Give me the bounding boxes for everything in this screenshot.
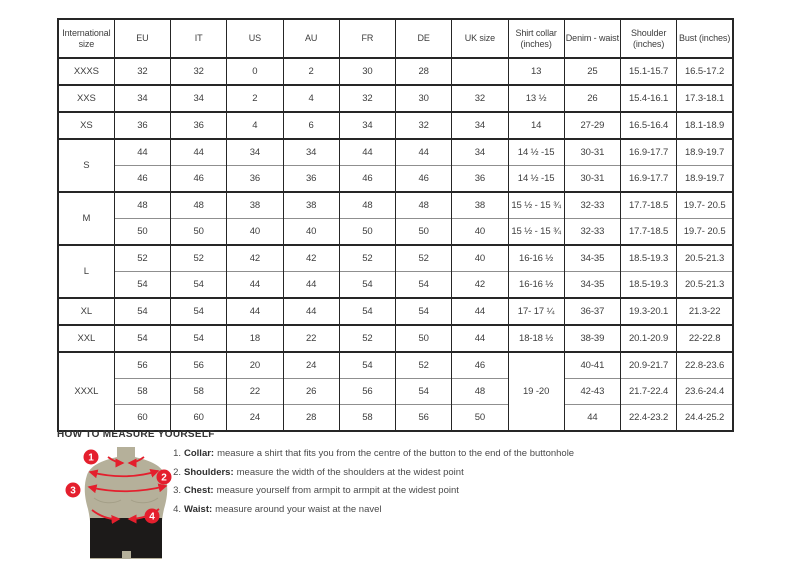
size-value-cell: 52 (396, 245, 452, 272)
size-value-cell: 6 (283, 112, 339, 139)
collar-cell: 15 ½ - 15 ¾ (508, 219, 564, 246)
bust-cell: 21.3-22 (677, 298, 733, 325)
size-value-cell: 54 (339, 352, 395, 379)
table-row (58, 245, 733, 272)
size-value-cell: 54 (114, 272, 170, 299)
size-value-cell: 44 (283, 272, 339, 299)
shoulder-cell: 15.1-15.7 (621, 58, 677, 85)
denim-waist-cell: 30-31 (564, 139, 620, 166)
denim-waist-cell: 26 (564, 85, 620, 112)
size-value-cell: 44 (114, 139, 170, 166)
size-value-cell: 50 (339, 219, 395, 246)
denim-waist-cell: 32-33 (564, 192, 620, 219)
denim-waist-cell: 34-35 (564, 245, 620, 272)
collar-cell: 13 ½ (508, 85, 564, 112)
denim-waist-cell: 32-33 (564, 219, 620, 246)
size-value-cell: 4 (227, 112, 283, 139)
collar-cell: 17- 17 ¼ (508, 298, 564, 325)
collar-cell: 14 ½ -15 (508, 166, 564, 193)
size-value-cell: 40 (227, 219, 283, 246)
column-header: EU (114, 19, 170, 58)
column-header: Bust (inches) (677, 19, 733, 58)
size-value-cell: 54 (114, 325, 170, 352)
size-value-cell: 30 (339, 58, 395, 85)
shoulder-cell: 16.9-17.7 (621, 166, 677, 193)
size-value-cell: 42 (227, 245, 283, 272)
size-value-cell: 32 (114, 58, 170, 85)
instruction-number: 3. (173, 485, 181, 496)
size-value-cell: 46 (171, 166, 227, 193)
size-value-cell: 44 (283, 298, 339, 325)
measure-instructions (170, 445, 574, 519)
table-row (58, 192, 733, 219)
size-value-cell: 56 (396, 405, 452, 432)
size-value-cell: 48 (396, 192, 452, 219)
size-value-cell: 22 (283, 325, 339, 352)
size-value-cell: 42 (283, 245, 339, 272)
measure-instruction-item (170, 482, 574, 501)
collar-cell: 19 -20 (508, 352, 564, 431)
size-value-cell: 48 (171, 192, 227, 219)
size-value-cell: 36 (283, 166, 339, 193)
bust-cell: 19.7- 20.5 (677, 192, 733, 219)
size-value-cell: 52 (339, 325, 395, 352)
size-value-cell: 24 (283, 352, 339, 379)
column-header: US (227, 19, 283, 58)
shoulder-cell: 21.7-22.4 (621, 379, 677, 405)
size-value-cell: 58 (171, 379, 227, 405)
shoulder-cell: 20.9-21.7 (621, 352, 677, 379)
instruction-term: Chest: (184, 485, 214, 496)
shoulder-cell: 16.9-17.7 (621, 139, 677, 166)
size-value-cell: 56 (339, 379, 395, 405)
measure-instruction-item (170, 464, 574, 483)
collar-cell: 18-18 ½ (508, 325, 564, 352)
size-label-cell: XXXL (58, 352, 114, 431)
size-value-cell: 52 (396, 352, 452, 379)
bust-cell: 23.6-24.4 (677, 379, 733, 405)
shoulder-cell: 15.4-16.1 (621, 85, 677, 112)
header-row (58, 19, 733, 58)
size-value-cell: 54 (396, 272, 452, 299)
size-value-cell: 48 (339, 192, 395, 219)
size-value-cell: 40 (283, 219, 339, 246)
instruction-text: measure yourself from armpit to armpit at the widest point (216, 485, 459, 496)
size-value-cell: 38 (283, 192, 339, 219)
denim-waist-cell: 38-39 (564, 325, 620, 352)
column-header: UK size (452, 19, 508, 58)
size-value-cell: 44 (396, 139, 452, 166)
size-value-cell: 54 (171, 272, 227, 299)
size-value-cell: 32 (396, 112, 452, 139)
size-value-cell: 46 (396, 166, 452, 193)
size-value-cell: 44 (171, 139, 227, 166)
bust-cell: 18.9-19.7 (677, 166, 733, 193)
table-row (58, 405, 733, 432)
bust-cell: 19.7- 20.5 (677, 219, 733, 246)
size-value-cell: 60 (171, 405, 227, 432)
size-value-cell: 54 (396, 379, 452, 405)
svg-text:2: 2 (161, 472, 167, 484)
collar-cell: 16-16 ½ (508, 272, 564, 299)
collar-cell: 16-16 ½ (508, 245, 564, 272)
column-header: FR (339, 19, 395, 58)
size-value-cell: 46 (114, 166, 170, 193)
denim-waist-cell: 34-35 (564, 272, 620, 299)
column-header: AU (283, 19, 339, 58)
size-value-cell: 28 (396, 58, 452, 85)
instruction-number: 2. (173, 466, 181, 478)
shoulder-cell: 17.7-18.5 (621, 192, 677, 219)
collar-cell: 14 (508, 112, 564, 139)
size-value-cell: 28 (283, 405, 339, 432)
size-value-cell: 42 (452, 272, 508, 299)
shoulder-cell: 16.5-16.4 (621, 112, 677, 139)
size-value-cell: 54 (339, 272, 395, 299)
size-label-cell: XXXS (58, 58, 114, 85)
denim-waist-cell: 30-31 (564, 166, 620, 193)
size-value-cell: 44 (227, 298, 283, 325)
size-value-cell: 32 (171, 58, 227, 85)
instruction-text: measure a shirt that fits you from the centre of the button to the end of the buttonhole (217, 448, 575, 459)
size-value-cell: 54 (171, 298, 227, 325)
size-value-cell: 4 (283, 85, 339, 112)
size-value-cell: 44 (339, 139, 395, 166)
size-value-cell: 52 (114, 245, 170, 272)
size-value-cell: 30 (396, 85, 452, 112)
size-label-cell: S (58, 139, 114, 192)
size-value-cell: 36 (227, 166, 283, 193)
size-value-cell (452, 58, 508, 85)
denim-waist-cell: 36-37 (564, 298, 620, 325)
table-row (58, 139, 733, 166)
column-header: Denim - waist (564, 19, 620, 58)
size-value-cell: 50 (396, 325, 452, 352)
size-value-cell: 22 (227, 379, 283, 405)
size-value-cell: 56 (114, 352, 170, 379)
size-value-cell: 52 (171, 245, 227, 272)
bust-cell: 18.1-18.9 (677, 112, 733, 139)
size-value-cell: 32 (339, 85, 395, 112)
measurement-figure (58, 446, 188, 566)
table-row (58, 85, 733, 112)
size-value-cell: 46 (339, 166, 395, 193)
size-value-cell: 50 (114, 219, 170, 246)
size-value-cell: 2 (283, 58, 339, 85)
table-row (58, 352, 733, 379)
column-header: International size (58, 19, 114, 58)
size-value-cell: 58 (339, 405, 395, 432)
instruction-number: 1. (173, 448, 181, 459)
shoulder-cell: 19.3-20.1 (621, 298, 677, 325)
size-value-cell: 54 (339, 298, 395, 325)
instruction-term: Collar: (184, 448, 215, 459)
bust-cell: 17.3-18.1 (677, 85, 733, 112)
size-value-cell: 34 (171, 85, 227, 112)
bust-cell: 20.5-21.3 (677, 272, 733, 299)
size-value-cell: 54 (171, 325, 227, 352)
instruction-number: 4. (173, 503, 181, 515)
shoulder-cell: 18.5-19.3 (621, 272, 677, 299)
size-value-cell: 46 (452, 352, 508, 379)
table-row (58, 325, 733, 352)
size-value-cell: 24 (227, 405, 283, 432)
instruction-text: measure the width of the shoulders at the widest point (236, 466, 464, 478)
column-header: IT (171, 19, 227, 58)
size-chart-header (58, 19, 733, 58)
denim-waist-cell: 42-43 (564, 379, 620, 405)
denim-waist-cell: 27-29 (564, 112, 620, 139)
size-value-cell: 40 (452, 219, 508, 246)
bust-cell: 18.9-19.7 (677, 139, 733, 166)
size-value-cell: 60 (114, 405, 170, 432)
svg-text:1: 1 (88, 452, 94, 464)
size-value-cell: 58 (114, 379, 170, 405)
size-value-cell: 18 (227, 325, 283, 352)
size-value-cell: 26 (283, 379, 339, 405)
size-value-cell: 32 (452, 85, 508, 112)
size-label-cell: L (58, 245, 114, 298)
size-value-cell: 50 (171, 219, 227, 246)
size-value-cell: 54 (114, 298, 170, 325)
size-value-cell: 34 (227, 139, 283, 166)
size-value-cell: 54 (396, 298, 452, 325)
size-value-cell: 34 (283, 139, 339, 166)
size-value-cell: 36 (171, 112, 227, 139)
bust-cell: 20.5-21.3 (677, 245, 733, 272)
size-label-cell: M (58, 192, 114, 245)
size-value-cell: 50 (396, 219, 452, 246)
table-row (58, 166, 733, 193)
size-value-cell: 34 (452, 112, 508, 139)
table-row (58, 379, 733, 405)
table-row (58, 272, 733, 299)
measure-instruction-item (170, 445, 574, 464)
svg-text:4: 4 (149, 511, 155, 523)
shoulder-cell: 22.4-23.2 (621, 405, 677, 432)
instruction-term: Shoulders: (184, 466, 234, 478)
size-value-cell: 36 (452, 166, 508, 193)
size-value-cell: 48 (114, 192, 170, 219)
size-value-cell: 0 (227, 58, 283, 85)
column-header: Shirt collar (inches) (508, 19, 564, 58)
size-label-cell: XL (58, 298, 114, 325)
size-value-cell: 20 (227, 352, 283, 379)
bust-cell: 22.8-23.6 (677, 352, 733, 379)
size-value-cell: 36 (114, 112, 170, 139)
measure-instruction-item (170, 501, 574, 520)
size-value-cell: 38 (227, 192, 283, 219)
mannequin-illustration (58, 446, 188, 566)
size-chart-table (57, 18, 734, 432)
size-label-cell: XXL (58, 325, 114, 352)
column-header: DE (396, 19, 452, 58)
table-row (58, 298, 733, 325)
denim-waist-cell: 40-41 (564, 352, 620, 379)
measure-heading: HOW TO MEASURE YOURSELF (57, 429, 215, 440)
size-label-cell: XXS (58, 85, 114, 112)
table-row (58, 112, 733, 139)
size-value-cell: 38 (452, 192, 508, 219)
size-value-cell: 34 (114, 85, 170, 112)
denim-waist-cell: 25 (564, 58, 620, 85)
size-value-cell: 44 (452, 298, 508, 325)
column-header: Shoulder (inches) (621, 19, 677, 58)
shoulder-cell: 18.5-19.3 (621, 245, 677, 272)
table-row (58, 58, 733, 85)
marker-1-collar (84, 450, 99, 465)
size-value-cell: 2 (227, 85, 283, 112)
marker-3-chest (66, 483, 81, 498)
marker-4-waist (145, 509, 160, 524)
bust-cell: 16.5-17.2 (677, 58, 733, 85)
shoulder-cell: 17.7-18.5 (621, 219, 677, 246)
size-value-cell: 44 (227, 272, 283, 299)
svg-text:3: 3 (70, 485, 76, 497)
size-value-cell: 48 (452, 379, 508, 405)
bust-cell: 22-22.8 (677, 325, 733, 352)
size-label-cell: XS (58, 112, 114, 139)
size-value-cell: 50 (452, 405, 508, 432)
collar-cell: 13 (508, 58, 564, 85)
size-value-cell: 44 (452, 325, 508, 352)
collar-cell: 15 ½ - 15 ¾ (508, 192, 564, 219)
size-value-cell: 34 (452, 139, 508, 166)
size-value-cell: 52 (339, 245, 395, 272)
size-value-cell: 34 (339, 112, 395, 139)
bust-cell: 24.4-25.2 (677, 405, 733, 432)
shoulder-cell: 20.1-20.9 (621, 325, 677, 352)
size-value-cell: 40 (452, 245, 508, 272)
size-value-cell: 56 (171, 352, 227, 379)
denim-waist-cell: 44 (564, 405, 620, 432)
instruction-text: measure around your waist at the navel (215, 503, 382, 515)
collar-cell: 14 ½ -15 (508, 139, 564, 166)
size-table-body (58, 58, 733, 431)
instruction-term: Waist: (184, 503, 213, 515)
table-row (58, 219, 733, 246)
